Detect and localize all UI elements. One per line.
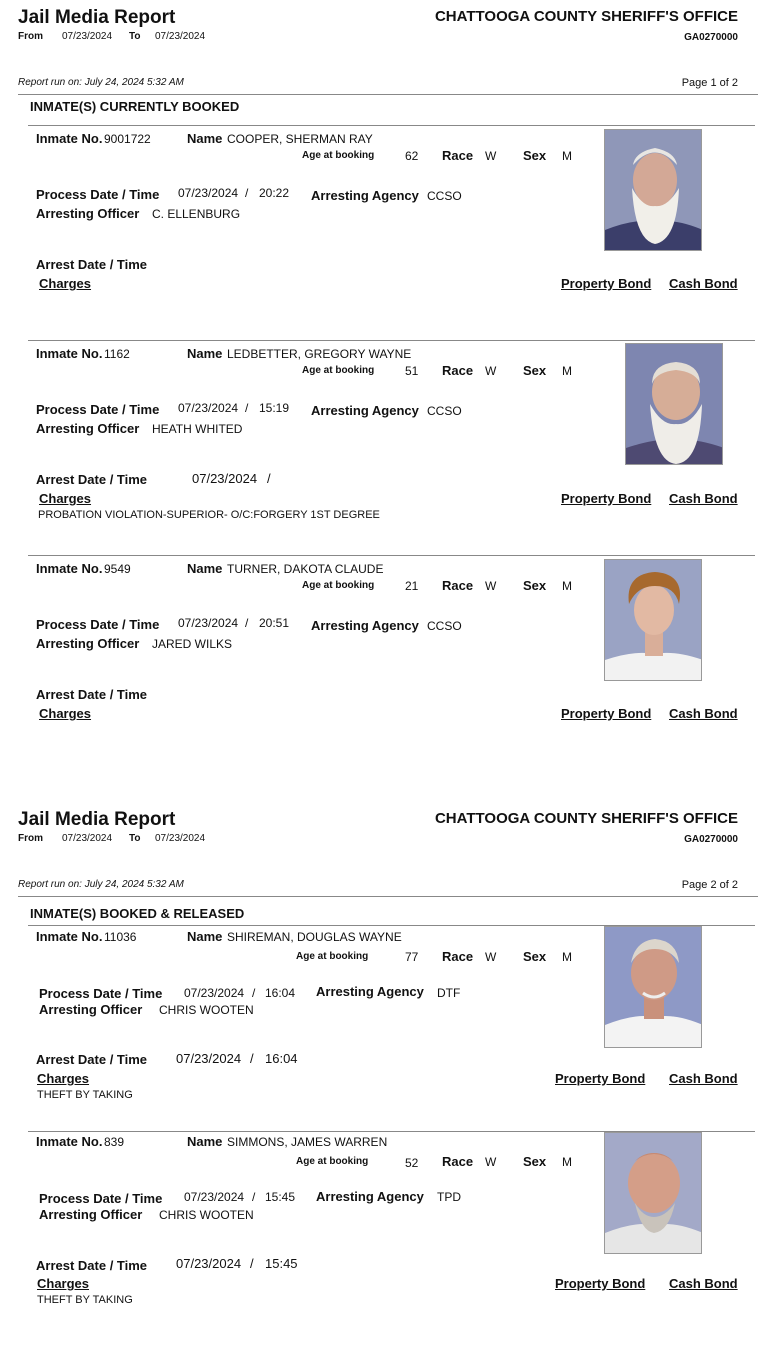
slash: / — [252, 1190, 256, 1204]
age-value: 62 — [405, 149, 419, 163]
sex-value: M — [562, 579, 572, 593]
sex-label: Sex — [523, 1154, 547, 1169]
arrest-slash: / — [267, 471, 271, 486]
arresting-officer-value: C. ELLENBURG — [152, 207, 241, 221]
sex-label: Sex — [523, 148, 547, 163]
arrest-label: Arrest Date / Time — [36, 472, 148, 487]
arresting-agency-value: CCSO — [427, 404, 462, 418]
age-label: Age at booking — [302, 580, 375, 591]
inmate-record — [0, 555, 768, 760]
race-value: W — [485, 364, 497, 378]
to-label: To — [129, 833, 141, 844]
charges-value: THEFT BY TAKING — [37, 1294, 133, 1306]
cash-bond-label: Cash Bond — [669, 491, 738, 506]
arresting-officer-value: HEATH WHITED — [152, 422, 243, 436]
process-time: 15:19 — [259, 401, 290, 415]
mugshot-photo — [604, 1132, 702, 1254]
age-label: Age at booking — [296, 1156, 369, 1167]
mugshot-photo — [604, 129, 702, 251]
inmate-record — [0, 340, 768, 545]
inmate-record — [0, 125, 768, 330]
slash: / — [245, 186, 249, 200]
record-divider — [28, 125, 755, 126]
name-label: Name — [187, 929, 223, 944]
inmate-no-label: Inmate No. — [36, 561, 103, 576]
sex-value: M — [562, 149, 572, 163]
property-bond-label: Property Bond — [555, 1071, 646, 1086]
process-time: 20:51 — [259, 616, 290, 630]
agency-name: CHATTOOGA COUNTY SHERIFF'S OFFICE — [434, 8, 738, 25]
arresting-officer-value: CHRIS WOOTEN — [159, 1003, 254, 1017]
report-title: Jail Media Report — [18, 809, 176, 830]
header-rule — [18, 94, 758, 95]
age-label: Age at booking — [302, 365, 375, 376]
arresting-officer-label: Arresting Officer — [36, 206, 140, 221]
process-date: 07/23/2024 — [184, 986, 245, 1000]
age-label: Age at booking — [302, 150, 375, 161]
name-value: SIMMONS, JAMES WARREN — [227, 1135, 388, 1149]
inmate-no-value: 839 — [104, 1135, 125, 1149]
slash: / — [252, 986, 256, 1000]
section-title: INMATE(S) BOOKED & RELEASED — [30, 906, 245, 921]
age-value: 51 — [405, 364, 419, 378]
name-value: COOPER, SHERMAN RAY — [227, 132, 373, 146]
sex-label: Sex — [523, 949, 547, 964]
charges-label: Charges — [39, 276, 92, 291]
race-label: Race — [442, 578, 474, 593]
process-time: 15:45 — [265, 1190, 296, 1204]
sex-label: Sex — [523, 578, 547, 593]
arrest-slash: / — [250, 1051, 254, 1066]
inmate-record — [0, 1131, 768, 1336]
race-value: W — [485, 1155, 497, 1169]
page-number: Page 1 of 2 — [681, 77, 738, 89]
arresting-officer-value: JARED WILKS — [152, 637, 233, 651]
record-divider — [28, 555, 755, 556]
page-number: Page 2 of 2 — [681, 879, 738, 891]
arresting-officer-label: Arresting Officer — [39, 1002, 143, 1017]
arrest-label: Arrest Date / Time — [36, 1052, 148, 1067]
sex-label: Sex — [523, 363, 547, 378]
age-label: Age at booking — [296, 951, 369, 962]
sex-value: M — [562, 950, 572, 964]
arresting-agency-value: CCSO — [427, 619, 462, 633]
arrest-label: Arrest Date / Time — [36, 257, 148, 272]
agency-name: CHATTOOGA COUNTY SHERIFF'S OFFICE — [434, 810, 738, 827]
charges-label: Charges — [39, 706, 92, 721]
process-label: Process Date / Time — [36, 187, 160, 202]
from-date: 07/23/2024 — [62, 833, 113, 844]
arrest-time: 16:04 — [265, 1051, 298, 1066]
age-value: 77 — [405, 950, 419, 964]
from-date: 07/23/2024 — [62, 31, 113, 42]
report-run-on: Report run on: July 24, 2024 5:32 AM — [18, 879, 184, 890]
inmate-no-label: Inmate No. — [36, 346, 103, 361]
race-label: Race — [442, 1154, 474, 1169]
name-label: Name — [187, 561, 223, 576]
process-date: 07/23/2024 — [178, 616, 239, 630]
mugshot-photo — [625, 343, 723, 465]
arresting-agency-label: Arresting Agency — [311, 618, 419, 633]
mugshot-photo — [604, 926, 702, 1048]
arresting-agency-value: TPD — [437, 1190, 461, 1204]
name-value: TURNER, DAKOTA CLAUDE — [227, 562, 384, 576]
arrest-date: 07/23/2024 — [176, 1256, 242, 1271]
arresting-agency-label: Arresting Agency — [316, 1189, 424, 1204]
arrest-slash: / — [250, 1256, 254, 1271]
property-bond-label: Property Bond — [561, 706, 652, 721]
arresting-agency-value: CCSO — [427, 189, 462, 203]
arrest-date: 07/23/2024 — [192, 471, 258, 486]
process-label: Process Date / Time — [39, 986, 163, 1001]
to-label: To — [129, 31, 141, 42]
process-date: 07/23/2024 — [178, 186, 239, 200]
slash: / — [245, 401, 249, 415]
inmate-no-label: Inmate No. — [36, 131, 103, 146]
to-date: 07/23/2024 — [155, 833, 206, 844]
cash-bond-label: Cash Bond — [669, 706, 738, 721]
name-value: SHIREMAN, DOUGLAS WAYNE — [227, 930, 402, 944]
from-label: From — [18, 31, 43, 42]
record-divider — [28, 340, 755, 341]
inmate-record — [0, 925, 768, 1130]
process-date: 07/23/2024 — [184, 1190, 245, 1204]
sex-value: M — [562, 1155, 572, 1169]
race-label: Race — [442, 363, 474, 378]
age-value: 52 — [405, 1156, 419, 1170]
process-time: 20:22 — [259, 186, 290, 200]
inmate-no-value: 9549 — [104, 562, 131, 576]
property-bond-label: Property Bond — [555, 1276, 646, 1291]
cash-bond-label: Cash Bond — [669, 1276, 738, 1291]
age-value: 21 — [405, 579, 419, 593]
arresting-officer-label: Arresting Officer — [36, 421, 140, 436]
charges-label: Charges — [37, 1071, 90, 1086]
from-label: From — [18, 833, 43, 844]
arresting-agency-label: Arresting Agency — [311, 188, 419, 203]
inmate-no-label: Inmate No. — [36, 1134, 103, 1149]
process-date: 07/23/2024 — [178, 401, 239, 415]
arresting-officer-value: CHRIS WOOTEN — [159, 1208, 254, 1222]
charges-value: THEFT BY TAKING — [37, 1089, 133, 1101]
name-value: LEDBETTER, GREGORY WAYNE — [227, 347, 412, 361]
charges-label: Charges — [39, 491, 92, 506]
to-date: 07/23/2024 — [155, 31, 206, 42]
name-label: Name — [187, 346, 223, 361]
arresting-officer-label: Arresting Officer — [39, 1207, 143, 1222]
property-bond-label: Property Bond — [561, 276, 652, 291]
inmate-no-value: 11036 — [104, 930, 137, 944]
race-value: W — [485, 950, 497, 964]
race-value: W — [485, 579, 497, 593]
cash-bond-label: Cash Bond — [669, 276, 738, 291]
charges-value: PROBATION VIOLATION-SUPERIOR- O/C:FORGERY 1ST DEGREE — [38, 509, 380, 521]
process-time: 16:04 — [265, 986, 296, 1000]
arrest-label: Arrest Date / Time — [36, 1258, 148, 1273]
arresting-agency-label: Arresting Agency — [316, 984, 424, 999]
race-value: W — [485, 149, 497, 163]
section-title: INMATE(S) CURRENTLY BOOKED — [30, 99, 240, 114]
ori-number: GA0270000 — [684, 32, 738, 43]
report-run-on: Report run on: July 24, 2024 5:32 AM — [18, 77, 184, 88]
name-label: Name — [187, 131, 223, 146]
arrest-time: 15:45 — [265, 1256, 298, 1271]
process-label: Process Date / Time — [36, 402, 160, 417]
arresting-agency-value: DTF — [437, 986, 461, 1000]
arrest-label: Arrest Date / Time — [36, 687, 148, 702]
property-bond-label: Property Bond — [561, 491, 652, 506]
inmate-no-value: 9001722 — [104, 132, 151, 146]
arresting-agency-label: Arresting Agency — [311, 403, 419, 418]
name-label: Name — [187, 1134, 223, 1149]
inmate-no-label: Inmate No. — [36, 929, 103, 944]
process-label: Process Date / Time — [36, 617, 160, 632]
sex-value: M — [562, 364, 572, 378]
header-rule — [18, 896, 758, 897]
mugshot-photo — [604, 559, 702, 681]
charges-label: Charges — [37, 1276, 90, 1291]
race-label: Race — [442, 949, 474, 964]
arresting-officer-label: Arresting Officer — [36, 636, 140, 651]
ori-number: GA0270000 — [684, 834, 738, 845]
report-title: Jail Media Report — [18, 7, 176, 28]
slash: / — [245, 616, 249, 630]
race-label: Race — [442, 148, 474, 163]
cash-bond-label: Cash Bond — [669, 1071, 738, 1086]
process-label: Process Date / Time — [39, 1191, 163, 1206]
arrest-date: 07/23/2024 — [176, 1051, 242, 1066]
inmate-no-value: 1162 — [104, 347, 130, 361]
